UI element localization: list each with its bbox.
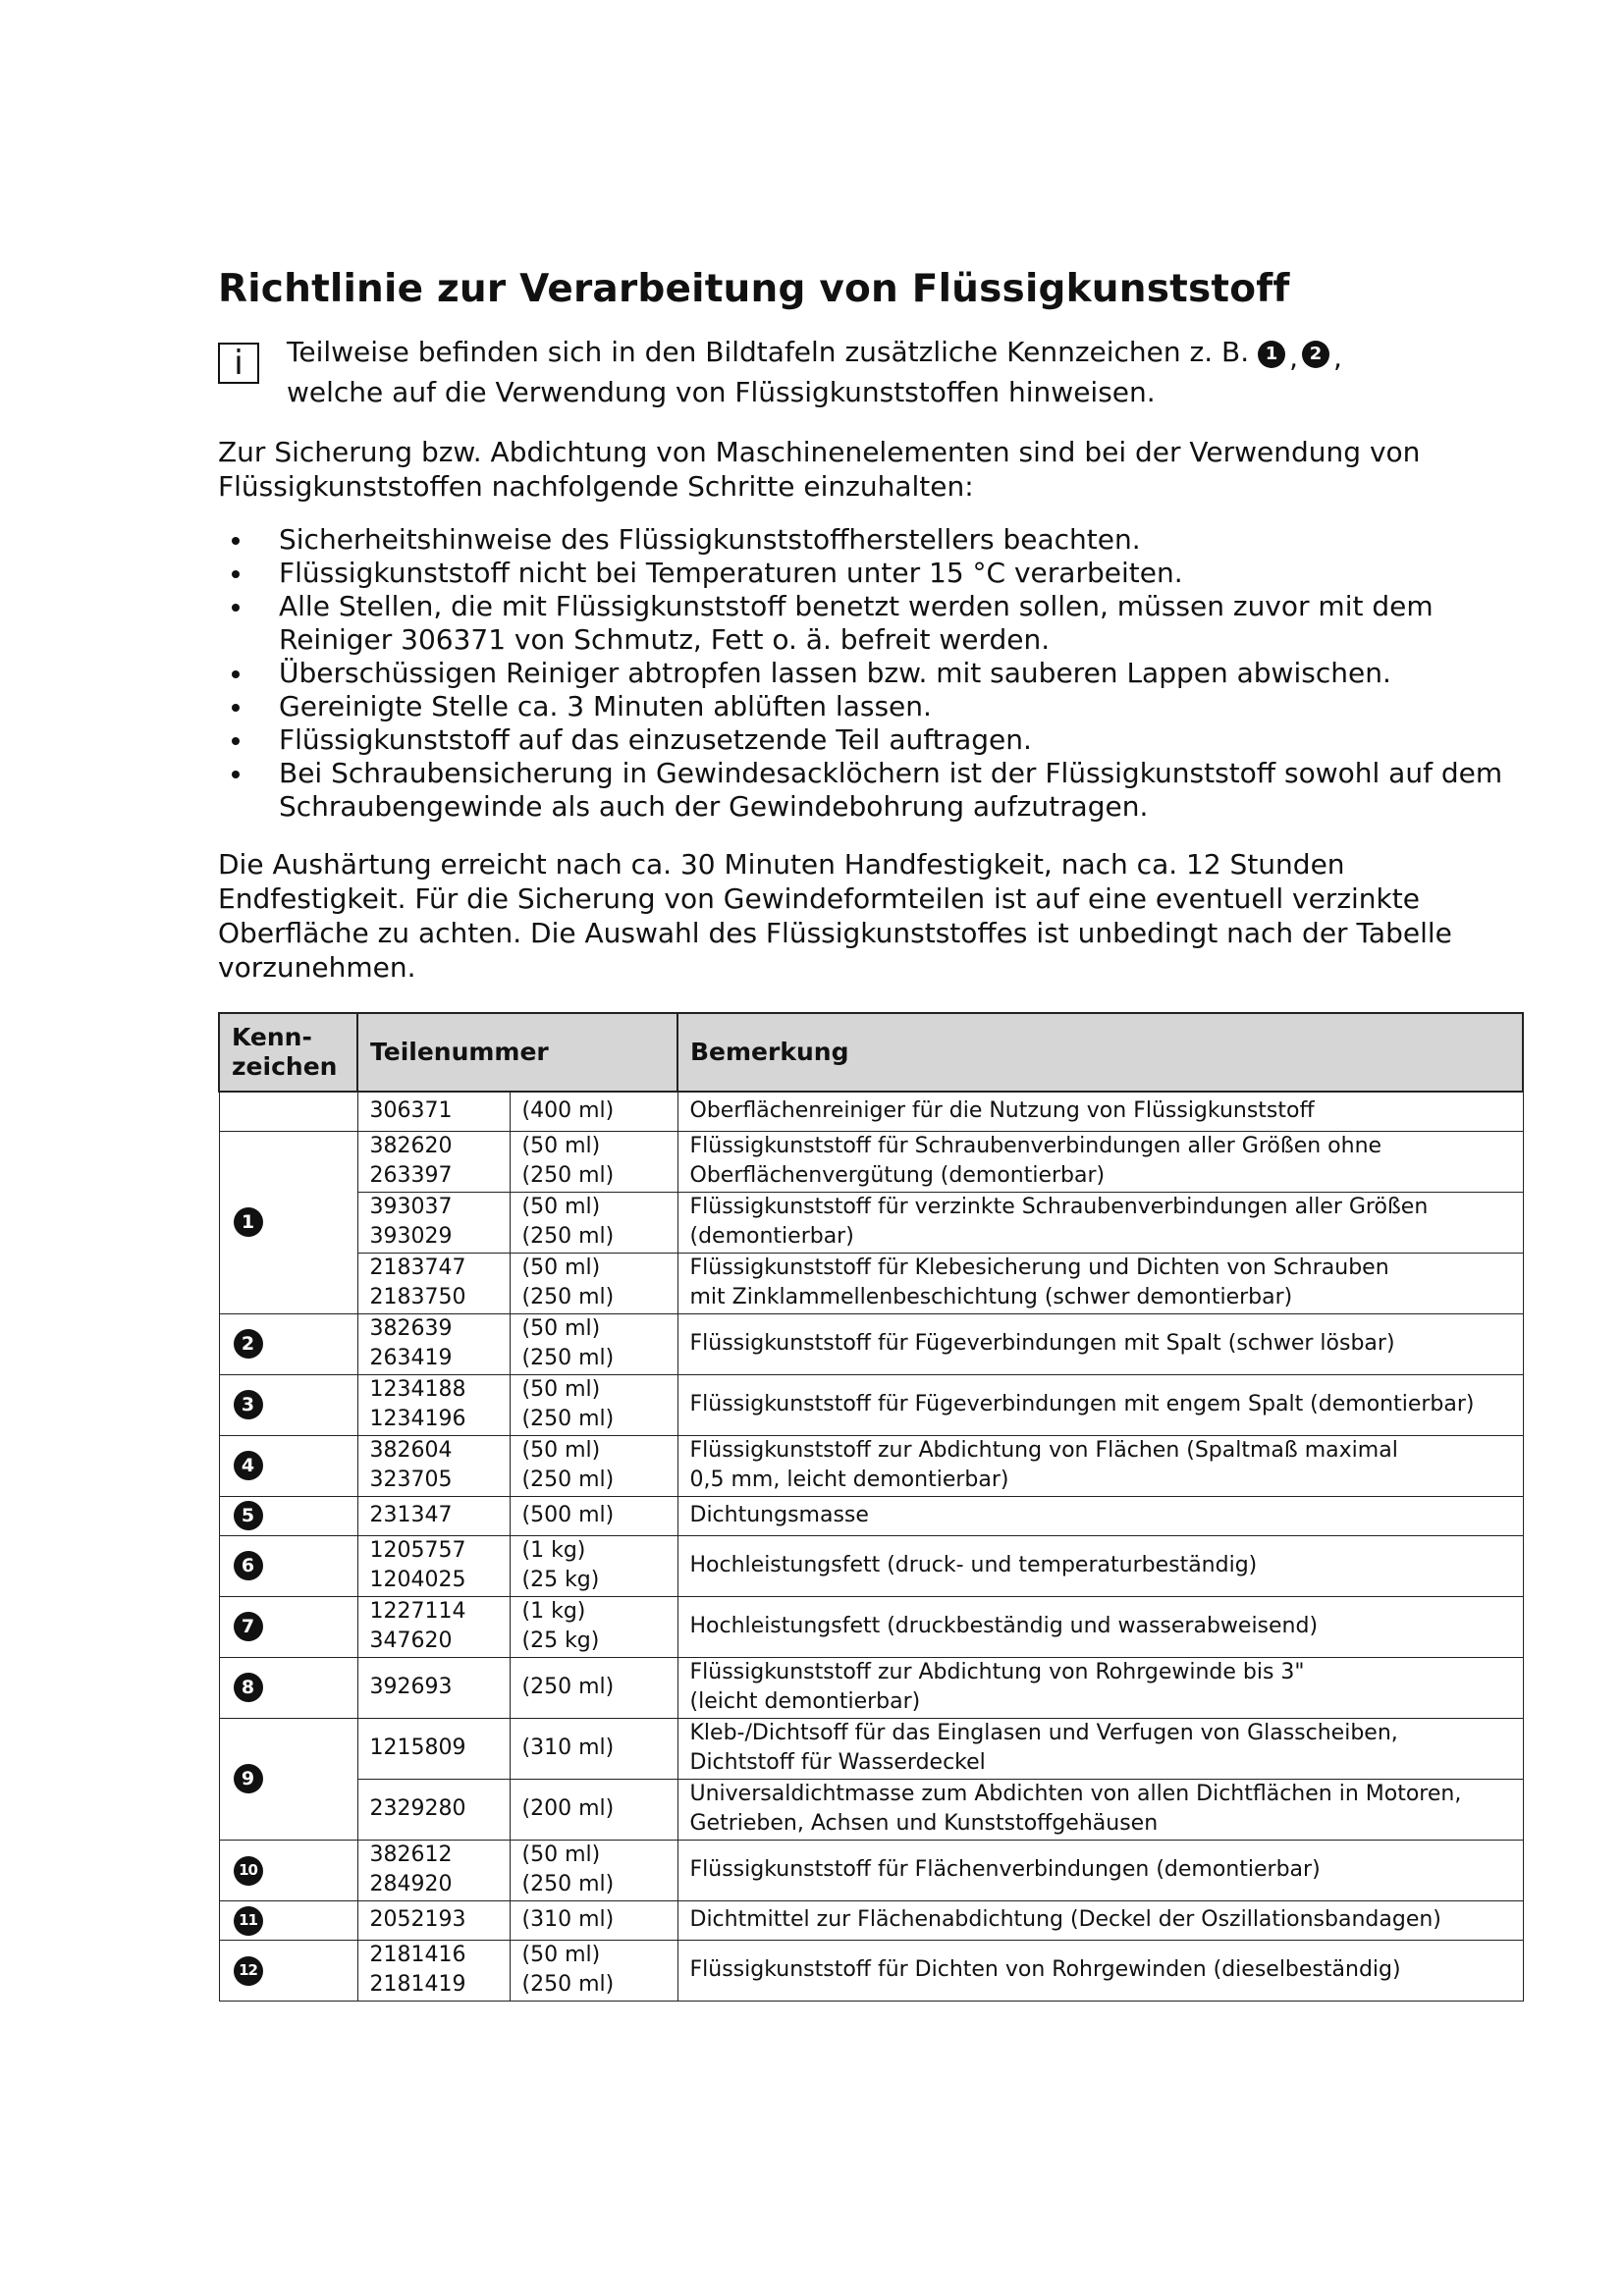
cell-menge-line: (50 ml) bbox=[521, 1134, 601, 1158]
cell-teilenummer bbox=[357, 1900, 510, 1940]
info-icon: i bbox=[218, 343, 259, 384]
cell-teilenummer bbox=[357, 1535, 510, 1596]
cell-kennzeichen bbox=[219, 1131, 357, 1313]
table-row bbox=[219, 1092, 1523, 1131]
table-row bbox=[219, 1657, 1523, 1718]
cell-menge-line: (310 ml) bbox=[521, 1735, 615, 1760]
cell-menge-line: (50 ml) bbox=[521, 1943, 601, 1967]
cell-kennzeichen bbox=[219, 1900, 357, 1940]
marker-9-icon: 9 bbox=[234, 1764, 263, 1793]
cell-teilenummer-line: 382604 bbox=[369, 1438, 453, 1463]
list-item: Sicherheitshinweise des Flüssigkunststoffherstellers beachten. bbox=[218, 523, 1524, 557]
cell-bemerkung-line: Flüssigkunststoff zur Abdichtung von Flächen (Spaltmaß maximal bbox=[689, 1438, 1398, 1463]
cell-menge-line: (50 ml) bbox=[521, 1255, 601, 1280]
cell-teilenummer bbox=[357, 1374, 510, 1435]
cell-bemerkung bbox=[677, 1374, 1523, 1435]
cell-bemerkung bbox=[677, 1313, 1523, 1374]
cell-bemerkung bbox=[677, 1779, 1523, 1840]
cell-teilenummer-line: 1204025 bbox=[369, 1568, 466, 1592]
cell-teilenummer-line: 2181416 bbox=[369, 1943, 466, 1967]
info-separator-2: , bbox=[1332, 342, 1342, 374]
cell-teilenummer bbox=[357, 1092, 510, 1131]
parts-table bbox=[218, 1012, 1524, 2002]
cell-kennzeichen bbox=[219, 1940, 357, 2001]
cell-bemerkung bbox=[677, 1131, 1523, 1192]
cell-kennzeichen bbox=[219, 1313, 357, 1374]
cell-teilenummer-line: 231347 bbox=[369, 1503, 453, 1527]
cell-teilenummer-line: 2052193 bbox=[369, 1907, 466, 1932]
cell-menge-line: (50 ml) bbox=[521, 1438, 601, 1463]
cell-bemerkung-line: Hochleistungsfett (druckbeständig und wasserabweisend) bbox=[689, 1614, 1319, 1638]
cell-menge-line: (250 ml) bbox=[521, 1163, 615, 1188]
cell-kennzeichen bbox=[219, 1535, 357, 1596]
list-item: Flüssigkunststoff nicht bei Temperaturen unter 15 °C verarbeiten. bbox=[218, 557, 1524, 590]
cell-teilenummer bbox=[357, 1131, 510, 1192]
marker-12-icon: 12 bbox=[234, 1956, 263, 1986]
cell-teilenummer-line: 284920 bbox=[369, 1872, 453, 1896]
marker-2-icon: 2 bbox=[1302, 341, 1329, 368]
cell-bemerkung-line: Flüssigkunststoff für Klebesicherung und Dichten von Schrauben bbox=[689, 1255, 1389, 1280]
cell-bemerkung-line: Flüssigkunststoff für Dichten von Rohrgewinden (dieselbeständig) bbox=[689, 1957, 1401, 1982]
cell-bemerkung-line: Flüssigkunststoff für Fügeverbindungen mit Spalt (schwer lösbar) bbox=[689, 1331, 1395, 1356]
cell-menge bbox=[510, 1131, 677, 1192]
cell-bemerkung bbox=[677, 1192, 1523, 1253]
cell-bemerkung-line: Oberflächenvergütung (demontierbar) bbox=[689, 1163, 1106, 1188]
cell-menge-line: (25 kg) bbox=[521, 1629, 600, 1653]
cell-teilenummer bbox=[357, 1940, 510, 2001]
cell-menge-line: (50 ml) bbox=[521, 1316, 601, 1341]
marker-10-icon: 10 bbox=[234, 1856, 263, 1886]
cell-menge-line: (250 ml) bbox=[521, 1346, 615, 1370]
cell-teilenummer-line: 1234196 bbox=[369, 1407, 466, 1431]
cell-kennzeichen bbox=[219, 1092, 357, 1131]
marker-1-icon: 1 bbox=[234, 1207, 263, 1237]
cell-menge bbox=[510, 1657, 677, 1718]
cell-kennzeichen bbox=[219, 1657, 357, 1718]
marker-8-icon: 8 bbox=[234, 1673, 263, 1702]
cell-bemerkung bbox=[677, 1253, 1523, 1313]
table-row bbox=[219, 1374, 1523, 1435]
table-row bbox=[219, 1435, 1523, 1496]
cell-bemerkung-line: Flüssigkunststoff für verzinkte Schraubenverbindungen aller Größen bbox=[689, 1195, 1429, 1219]
cell-teilenummer-line: 2183747 bbox=[369, 1255, 466, 1280]
cell-menge-line: (250 ml) bbox=[521, 1224, 615, 1249]
cell-menge bbox=[510, 1435, 677, 1496]
cell-bemerkung bbox=[677, 1840, 1523, 1900]
cell-kennzeichen bbox=[219, 1374, 357, 1435]
cell-teilenummer-line: 382620 bbox=[369, 1134, 453, 1158]
cell-teilenummer bbox=[357, 1435, 510, 1496]
info-text-1: Teilweise befinden sich in den Bildtafeln zusätzliche Kennzeichen z. B. bbox=[287, 336, 1250, 368]
cell-menge-line: (400 ml) bbox=[521, 1098, 615, 1124]
cell-bemerkung-line: Dichtstoff für Wasserdeckel bbox=[689, 1750, 986, 1775]
cell-menge-line: (250 ml) bbox=[521, 1872, 615, 1896]
cell-kennzeichen bbox=[219, 1596, 357, 1657]
cell-teilenummer-line: 1234188 bbox=[369, 1377, 466, 1402]
cell-menge-line: (250 ml) bbox=[521, 1972, 615, 1997]
cell-menge bbox=[510, 1940, 677, 2001]
cell-bemerkung bbox=[677, 1900, 1523, 1940]
cell-menge-line: (1 kg) bbox=[521, 1538, 586, 1563]
cell-teilenummer-line: 2183750 bbox=[369, 1285, 466, 1309]
cell-bemerkung bbox=[677, 1596, 1523, 1657]
cell-teilenummer bbox=[357, 1192, 510, 1253]
cell-teilenummer-line: 323705 bbox=[369, 1468, 453, 1492]
cell-teilenummer-line: 1205757 bbox=[369, 1538, 466, 1563]
cell-teilenummer-line: 392693 bbox=[369, 1675, 453, 1699]
list-item: Flüssigkunststoff auf das einzusetzende Teil auftragen. bbox=[218, 723, 1524, 757]
cell-teilenummer bbox=[357, 1496, 510, 1535]
cell-menge-line: (310 ml) bbox=[521, 1907, 615, 1932]
cell-menge bbox=[510, 1840, 677, 1900]
info-separator: , bbox=[1289, 342, 1298, 374]
table-row bbox=[219, 1779, 1523, 1840]
cell-teilenummer-line: 2181419 bbox=[369, 1972, 466, 1997]
marker-1-icon: 1 bbox=[1258, 341, 1285, 368]
cell-teilenummer bbox=[357, 1657, 510, 1718]
cell-menge bbox=[510, 1779, 677, 1840]
table-row bbox=[219, 1940, 1523, 2001]
header-kennzeichen: Kenn- zeichen bbox=[219, 1013, 357, 1092]
info-line-1 bbox=[287, 335, 1524, 375]
cell-bemerkung-line: 0,5 mm, leicht demontierbar) bbox=[689, 1468, 1009, 1492]
table-row bbox=[219, 1496, 1523, 1535]
marker-5-icon: 5 bbox=[234, 1501, 263, 1530]
cell-kennzeichen bbox=[219, 1718, 357, 1840]
cell-bemerkung-line: Flüssigkunststoff für Fügeverbindungen mit engem Spalt (demontierbar) bbox=[689, 1392, 1475, 1416]
steps-list bbox=[218, 523, 1524, 824]
cell-menge-line: (250 ml) bbox=[521, 1468, 615, 1492]
info-marks bbox=[1258, 341, 1342, 375]
marker-2-icon: 2 bbox=[234, 1329, 263, 1359]
cell-menge bbox=[510, 1192, 677, 1253]
table-header-row bbox=[219, 1013, 1523, 1092]
cell-teilenummer-line: 382612 bbox=[369, 1842, 453, 1867]
marker-3-icon: 3 bbox=[234, 1390, 263, 1419]
cell-kennzeichen bbox=[219, 1840, 357, 1900]
cell-bemerkung-line: (leicht demontierbar) bbox=[689, 1689, 921, 1714]
cell-bemerkung-line: Dichtungsmasse bbox=[689, 1503, 869, 1527]
cell-menge-line: (25 kg) bbox=[521, 1568, 600, 1592]
cell-teilenummer-line: 263397 bbox=[369, 1163, 453, 1188]
cell-teilenummer-line: 347620 bbox=[369, 1629, 453, 1653]
info-note bbox=[218, 335, 1524, 409]
cell-bemerkung-line: Flüssigkunststoff für Schraubenverbindungen aller Größen ohne bbox=[689, 1134, 1382, 1158]
cell-menge bbox=[510, 1535, 677, 1596]
cell-menge-line: (250 ml) bbox=[521, 1407, 615, 1431]
cell-teilenummer bbox=[357, 1253, 510, 1313]
cell-menge-line: (200 ml) bbox=[521, 1796, 615, 1821]
list-item: Bei Schraubensicherung in Gewindesacklöchern ist der Flüssigkunststoff sowohl auf dem Schraubengewinde als auch der Gewindebohrung aufzutragen. bbox=[218, 757, 1524, 824]
cell-teilenummer-line: 2329280 bbox=[369, 1796, 466, 1821]
table-row bbox=[219, 1596, 1523, 1657]
list-item: Gereinigte Stelle ca. 3 Minuten ablüften lassen. bbox=[218, 690, 1524, 723]
cell-menge-line: (50 ml) bbox=[521, 1195, 601, 1219]
cell-bemerkung bbox=[677, 1718, 1523, 1779]
cell-bemerkung-line: Dichtmittel zur Flächenabdichtung (Deckel der Oszillationsbandagen) bbox=[689, 1907, 1441, 1932]
cell-bemerkung bbox=[677, 1940, 1523, 2001]
cell-bemerkung bbox=[677, 1535, 1523, 1596]
cell-menge-line: (250 ml) bbox=[521, 1675, 615, 1699]
cell-bemerkung-line: Flüssigkunststoff für Flächenverbindungen (demontierbar) bbox=[689, 1857, 1321, 1882]
table-row bbox=[219, 1718, 1523, 1779]
table-row bbox=[219, 1840, 1523, 1900]
cell-teilenummer bbox=[357, 1840, 510, 1900]
cell-menge-line: (50 ml) bbox=[521, 1377, 601, 1402]
cell-menge bbox=[510, 1374, 677, 1435]
marker-6-icon: 6 bbox=[234, 1551, 263, 1580]
table-row bbox=[219, 1253, 1523, 1313]
marker-7-icon: 7 bbox=[234, 1612, 263, 1641]
marker-4-icon: 4 bbox=[234, 1451, 263, 1480]
table-row bbox=[219, 1131, 1523, 1192]
cell-menge bbox=[510, 1496, 677, 1535]
cell-bemerkung bbox=[677, 1657, 1523, 1718]
cell-menge bbox=[510, 1900, 677, 1940]
cell-bemerkung-line: Oberflächenreiniger für die Nutzung von Flüssigkunststoff bbox=[689, 1098, 1315, 1124]
table-row bbox=[219, 1900, 1523, 1940]
list-item: Alle Stellen, die mit Flüssigkunststoff benetzt werden sollen, müssen zuvor mit dem Reiniger 306371 von Schmutz, Fett o. ä. befreit werden. bbox=[218, 590, 1524, 657]
cell-menge bbox=[510, 1596, 677, 1657]
outro-paragraph: Die Aushärtung erreicht nach ca. 30 Minuten Handfestigkeit, nach ca. 12 Stunden Endfestigkeit. Für die Sicherung von Gewindeformteilen ist auf eine eventuell verzinkte Oberfläche zu achten. Die Auswahl des Flüssigkunststoffes ist unbedingt nach der Tabelle vorzunehmen. bbox=[218, 848, 1452, 984]
cell-bemerkung-line: Hochleistungsfett (druck- und temperaturbeständig) bbox=[689, 1553, 1258, 1577]
cell-bemerkung-line: Kleb-/Dichtsoff für das Einglasen und Verfugen von Glasscheiben, bbox=[689, 1721, 1398, 1745]
cell-teilenummer-line: 1215809 bbox=[369, 1735, 466, 1760]
table-row bbox=[219, 1192, 1523, 1253]
cell-bemerkung-line: (demontierbar) bbox=[689, 1224, 854, 1249]
cell-kennzeichen bbox=[219, 1496, 357, 1535]
cell-kennzeichen bbox=[219, 1435, 357, 1496]
info-text-2: welche auf die Verwendung von Flüssigkunststoffen hinweisen. bbox=[287, 376, 1156, 408]
cell-bemerkung bbox=[677, 1435, 1523, 1496]
cell-teilenummer-line: 263419 bbox=[369, 1346, 453, 1370]
cell-bemerkung bbox=[677, 1496, 1523, 1535]
table-row bbox=[219, 1535, 1523, 1596]
cell-menge-line: (1 kg) bbox=[521, 1599, 586, 1624]
cell-teilenummer bbox=[357, 1596, 510, 1657]
cell-bemerkung-line: Universaldichtmasse zum Abdichten von allen Dichtflächen in Motoren, bbox=[689, 1782, 1462, 1806]
cell-menge bbox=[510, 1718, 677, 1779]
cell-menge bbox=[510, 1253, 677, 1313]
table-row bbox=[219, 1313, 1523, 1374]
cell-teilenummer-line: 393037 bbox=[369, 1195, 453, 1219]
intro-paragraph: Zur Sicherung bzw. Abdichtung von Maschinenelementen sind bei der Verwendung von Flüssigkunststoffen nachfolgende Schritte einzuhalten: bbox=[218, 436, 1421, 503]
document-page bbox=[218, 267, 1524, 2002]
page-title: Richtlinie zur Verarbeitung von Flüssigkunststoff bbox=[218, 267, 1290, 311]
header-bemerkung: Bemerkung bbox=[677, 1013, 1523, 1092]
cell-teilenummer bbox=[357, 1779, 510, 1840]
cell-teilenummer-line: 1227114 bbox=[369, 1599, 466, 1624]
cell-menge-line: (500 ml) bbox=[521, 1503, 615, 1527]
cell-teilenummer-line: 306371 bbox=[369, 1098, 453, 1124]
marker-11-icon: 11 bbox=[234, 1906, 263, 1936]
cell-bemerkung bbox=[677, 1092, 1523, 1131]
cell-menge bbox=[510, 1092, 677, 1131]
cell-bemerkung-line: mit Zinklammellenbeschichtung (schwer demontierbar) bbox=[689, 1285, 1293, 1309]
cell-bemerkung-line: Getrieben, Achsen und Kunststoffgehäusen bbox=[689, 1811, 1159, 1836]
cell-teilenummer-line: 393029 bbox=[369, 1224, 453, 1249]
cell-bemerkung-line: Flüssigkunststoff zur Abdichtung von Rohrgewinde bis 3" bbox=[689, 1660, 1305, 1684]
cell-teilenummer bbox=[357, 1718, 510, 1779]
list-item: Überschüssigen Reiniger abtropfen lassen bzw. mit sauberen Lappen abwischen. bbox=[218, 657, 1524, 690]
cell-menge-line: (250 ml) bbox=[521, 1285, 615, 1309]
cell-menge-line: (50 ml) bbox=[521, 1842, 601, 1867]
cell-teilenummer bbox=[357, 1313, 510, 1374]
cell-teilenummer-line: 382639 bbox=[369, 1316, 453, 1341]
cell-menge bbox=[510, 1313, 677, 1374]
header-teilenummer: Teilenummer bbox=[357, 1013, 677, 1092]
